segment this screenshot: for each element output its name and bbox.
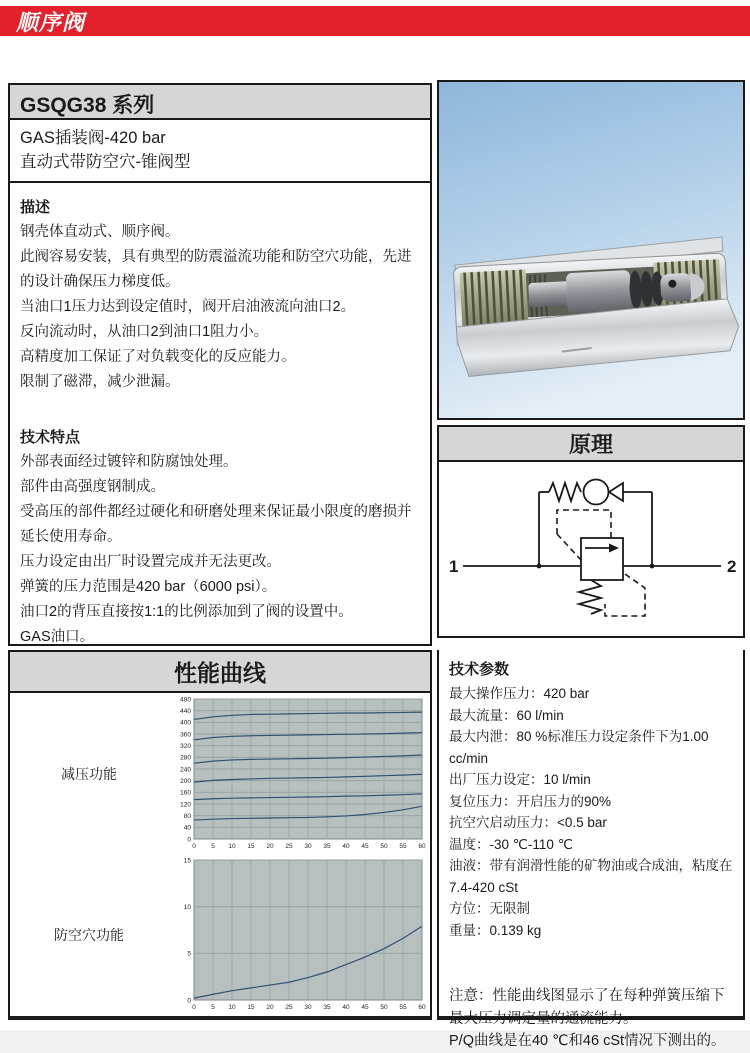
feature-line: 部件由高强度钢制成。	[20, 479, 165, 495]
parameter-line: 抗空穴启动压力：<0.5 bar	[449, 815, 607, 830]
svg-text:5: 5	[211, 1003, 215, 1011]
svg-text:280: 280	[180, 754, 191, 762]
svg-text:35: 35	[323, 1003, 331, 1011]
svg-text:0: 0	[192, 842, 196, 850]
svg-text:400: 400	[180, 719, 191, 727]
svg-text:0: 0	[187, 835, 191, 843]
svg-text:5: 5	[187, 950, 191, 958]
series-subtitle-line1: GAS插装阀-420 bar	[20, 129, 166, 147]
svg-text:10: 10	[228, 1003, 236, 1011]
svg-text:120: 120	[180, 800, 191, 808]
feature-line: 外部表面经过镀锌和防腐蚀处理。	[20, 454, 238, 470]
parameter-line: 重量：0.139 kg	[449, 922, 542, 938]
description-heading: 描述	[20, 199, 51, 216]
performance-curves-heading: 性能曲线	[10, 652, 430, 693]
svg-text:40: 40	[183, 824, 191, 832]
page-title-bar	[0, 6, 750, 36]
principle-heading: 原理	[439, 427, 743, 462]
principle-box	[437, 425, 745, 638]
chart-row-anti-cavitation	[10, 854, 430, 1015]
parameter-line: 出厂压力设定：10 l/min	[449, 772, 591, 787]
svg-text:360: 360	[180, 730, 191, 738]
svg-text:0: 0	[192, 1003, 196, 1011]
description-line: 钢壳体直动式、顺序阀。	[20, 224, 180, 240]
chart1-label: 减压功能	[61, 765, 117, 782]
series-subtitle	[10, 120, 430, 183]
feature-line: 弹簧的压力范围是420 bar（6000 psi）。	[20, 579, 277, 595]
series-name-header: GSQG38 系列	[10, 85, 430, 120]
parameter-line: 方位：无限制	[449, 901, 530, 916]
svg-text:20: 20	[266, 1003, 274, 1011]
svg-text:480: 480	[180, 695, 191, 703]
product-photo-box	[437, 80, 745, 420]
features-section	[20, 425, 420, 650]
feature-line: 压力设定由出厂时设置完成并无法更改。	[20, 554, 281, 570]
note-line: 注意：性能曲线图显示了在每种弹簧压缩下最大压力调定量的通流能力。	[449, 988, 725, 1027]
note-line: P/Q曲线是在40 ℃和46 cSt情况下测出的。	[449, 1033, 726, 1049]
svg-text:15: 15	[247, 842, 255, 850]
pressure-relief-chart	[168, 694, 430, 854]
description-line: 当油口1压力达到设定值时，阀开启油液流向油口2。	[20, 299, 356, 315]
svg-text:15: 15	[183, 856, 191, 864]
performance-curves-box	[8, 650, 432, 1020]
svg-text:15: 15	[247, 1003, 255, 1011]
svg-text:60: 60	[418, 1003, 426, 1011]
parameter-line: 温度：-30 ℃-110 ℃	[449, 836, 573, 852]
feature-line: 受高压的部件都经过硬化和研磨处理来保证最小限度的磨损并延长使用寿命。	[20, 504, 412, 545]
svg-text:240: 240	[180, 765, 191, 773]
chart-row-pressure-relief	[10, 693, 430, 854]
svg-text:30: 30	[304, 842, 312, 850]
svg-text:30: 30	[304, 1003, 312, 1011]
description-line: 限制了磁滞，减少泄漏。	[20, 374, 180, 390]
svg-text:440: 440	[180, 707, 191, 715]
svg-text:35: 35	[323, 842, 331, 850]
svg-text:45: 45	[361, 842, 369, 850]
svg-text:50: 50	[380, 1003, 388, 1011]
svg-text:160: 160	[180, 789, 191, 797]
notes-section	[449, 985, 734, 1053]
description-section	[20, 195, 420, 395]
parameter-line: 复位压力：开启压力的90%	[449, 793, 612, 809]
parameter-line: 最大流量：60 l/min	[449, 707, 564, 723]
svg-text:20: 20	[266, 842, 274, 850]
svg-text:25: 25	[285, 1003, 293, 1011]
hydraulic-schematic	[439, 462, 743, 634]
svg-text:55: 55	[399, 842, 407, 850]
port-2-label: 2	[727, 557, 737, 576]
svg-text:40: 40	[342, 1003, 350, 1011]
svg-text:80: 80	[183, 812, 191, 820]
valve-cutaway-photo	[439, 82, 743, 418]
series-info-box	[8, 83, 432, 646]
svg-text:200: 200	[180, 777, 191, 785]
svg-text:60: 60	[418, 842, 426, 850]
series-subtitle-line2: 直动式带防空穴-锥阀型	[20, 153, 191, 171]
port-1-label: 1	[449, 557, 459, 576]
anti-cavitation-chart	[168, 855, 430, 1015]
parameters-heading: 技术参数	[449, 661, 510, 678]
page-title: 顺序阀	[16, 9, 86, 35]
description-line: 此阀容易安装，具有典型的防震溢流功能和防空穴功能，先进的设计确保压力梯度低。	[20, 249, 412, 290]
svg-text:0: 0	[187, 996, 191, 1004]
feature-line: GAS油口。	[20, 629, 95, 645]
svg-text:10: 10	[183, 903, 191, 911]
parameter-line: 最大操作压力：420 bar	[449, 686, 590, 701]
svg-text:50: 50	[380, 842, 388, 850]
svg-text:55: 55	[399, 1003, 407, 1011]
svg-text:45: 45	[361, 1003, 369, 1011]
series-body	[10, 183, 430, 650]
parameter-line: 油液：带有润滑性能的矿物油或合成油，粘度在7.4-420 cSt	[449, 858, 733, 895]
feature-line: 油口2的背压直接按1:1的比例添加到了阀的设置中。	[20, 604, 353, 620]
svg-text:5: 5	[211, 842, 215, 850]
description-line: 高精度加工保证了对负载变化的反应能力。	[20, 349, 296, 365]
svg-text:40: 40	[342, 842, 350, 850]
features-heading: 技术特点	[20, 429, 81, 446]
svg-text:25: 25	[285, 842, 293, 850]
svg-text:320: 320	[180, 742, 191, 750]
svg-text:10: 10	[228, 842, 236, 850]
chart2-label: 防空穴功能	[54, 926, 124, 943]
parameter-line: 最大内泄：80 %标准压力设定条件下为1.00 cc/min	[449, 729, 709, 766]
description-line: 反向流动时，从油口2到油口1阻力小。	[20, 324, 269, 340]
technical-parameters-box	[437, 650, 745, 1049]
